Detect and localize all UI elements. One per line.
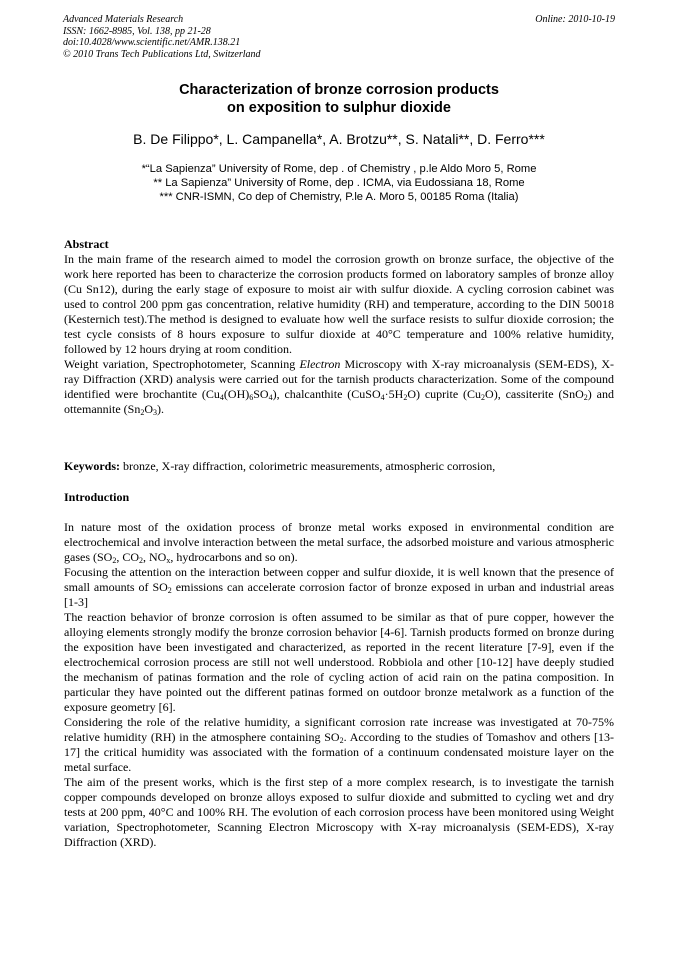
introduction-heading-block: [64, 490, 614, 505]
intro-paragraph-1: In nature most of the oxidation process of bronze metal works exposed in environmental condition are electrochemical and involve interaction between the metal surface, the adsorbed moisture and various atmospheric gases ($SO_2$, $CO_2$, $NO_x$, hydrocarbons and so on).: [64, 520, 614, 565]
running-header: [63, 14, 615, 60]
keywords-section: [64, 459, 614, 474]
intro-paragraph-3: The reaction behavior of bronze corrosion is often assumed to be similar as that of pure copper, however the alloying elements strongly modify the bronze corrosion behavior [4-6]. Tarnish products formed on bronze during the exposition have been investigated and characterized, as reported in the recent literature [7-9], even if the electrochemical corrosion process are still not well understood. Robbiola and other [10-12] have deeply studied the mechanism of patinas formation and the role of cycling action of acid rain on the patina composition. In particular they have pointed out the different patinas formed on outdoor bronze metalwork as a function of the exposure geometry [6].: [64, 610, 614, 714]
abstract-heading: Abstract: [64, 237, 109, 251]
intro-paragraph-5: The aim of the present works, which is the first step of a more complex research, is to investigate the tarnish copper compounds developed on bronze alloys exposed to sulfur dioxide and submitted to cycling wet and dry tests at 200 ppm, 40°C and 100% RH. The evolution of each corrosion process have been monitored using Weight variation, Spectrophotometer, Scanning Electron Microscopy with X-ray microanalysis (SEM-EDS), X-ray Diffraction (XRD).: [64, 775, 614, 849]
copyright-line: © 2010 Trans Tech Publications Ltd, Switzerland: [63, 48, 261, 60]
journal-name: Advanced Materials Research: [63, 14, 184, 25]
online-date: Online: 2010-10-19: [535, 14, 615, 25]
doi-line: doi:10.4028/www.scientific.net/AMR.138.21: [63, 37, 241, 48]
affiliation-1: *“La Sapienza” University of Rome, dep . of Chemistry , p.le Aldo Moro 5, Rome: [141, 163, 537, 175]
abstract-section: [64, 237, 614, 417]
affiliation-3: *** CNR-ISMN, Co dep of Chemistry, P.le A. Moro 5, 00185 Roma (Italia): [159, 191, 519, 203]
title-line-1: Characterization of bronze corrosion products: [179, 82, 499, 98]
abstract-paragraph-1: In the main frame of the research aimed to model the corrosion growth on bronze surface, the objective of the work here reported has been to characterize the corrosion products formed on laboratory samples of bronze alloy (Cu Sn12), during the early stage of exposure to moist air with sulfur dioxide. A cycling corrosion cabinet was used to control 200 ppm gas concentration, relative humidity (RH) and temperature, according to the DIN 50018 (Kesternich test).The method is designed to evaluate how well the surface resists to sulfur dioxide corrosion; the test cycle consists of 8 hours exposure to sulfur dioxide at 40°C temperature and 100% relative humidity, followed by 12 hours drying at room condition.: [64, 252, 614, 356]
keywords-label: Keywords:: [64, 459, 120, 473]
affiliation-2: ** La Sapienza” University of Rome, dep . ICMA, via Eudossiana 18, Rome: [153, 177, 525, 189]
introduction-heading: Introduction: [64, 490, 130, 504]
paper-title: [0, 81, 678, 117]
keywords-line: [64, 459, 614, 474]
abstract-paragraph-2: Weight variation, Spectrophotometer, Scanning Electron Microscopy with X-ray microanalysis (SEM-EDS), X-ray Diffraction (XRD) analysis were carried out for the tarnish products characterization. Some of the compound identified were brochantite $(Cu_4(OH)_6SO_4)$, chalcanthite $(CuSO_4\cdot 5H_2O)$ cuprite $(Cu_2O)$, cassiterite (SnO$_2$) and ottemannite $(Sn_2O_3)$.: [64, 357, 614, 417]
title-line-2: on exposition to sulphur dioxide: [227, 100, 451, 116]
introduction-section: [64, 520, 614, 850]
intro-paragraph-4: Considering the role of the relative humidity, a significant corrosion rate increase was investigated at 70-75% relative humidity (RH) in the atmosphere containing $SO_2$. According to the studies of Tomashov and others [13-17] the critical humidity was associated with the formation of a continuum condensated moisture layer on the metal surface.: [64, 715, 614, 774]
author-list: B. De Filippo*, L. Campanella*, A. Brotzu**, S. Natali**, D. Ferro***: [133, 131, 545, 147]
keywords-text: bronze, X-ray diffraction, colorimetric measurements, atmospheric corrosion,: [120, 459, 496, 473]
affiliations: [0, 162, 678, 204]
issn-line: ISSN: 1662-8985, Vol. 138, pp 21-28: [63, 25, 211, 37]
intro-paragraph-2: Focusing the attention on the interaction between copper and sulfur dioxide, it is well known that the presence of small amounts of $SO_2$ emissions can accelerate corrosion factor of bronze exposed in urban and industrial areas [1-3]: [64, 565, 614, 609]
